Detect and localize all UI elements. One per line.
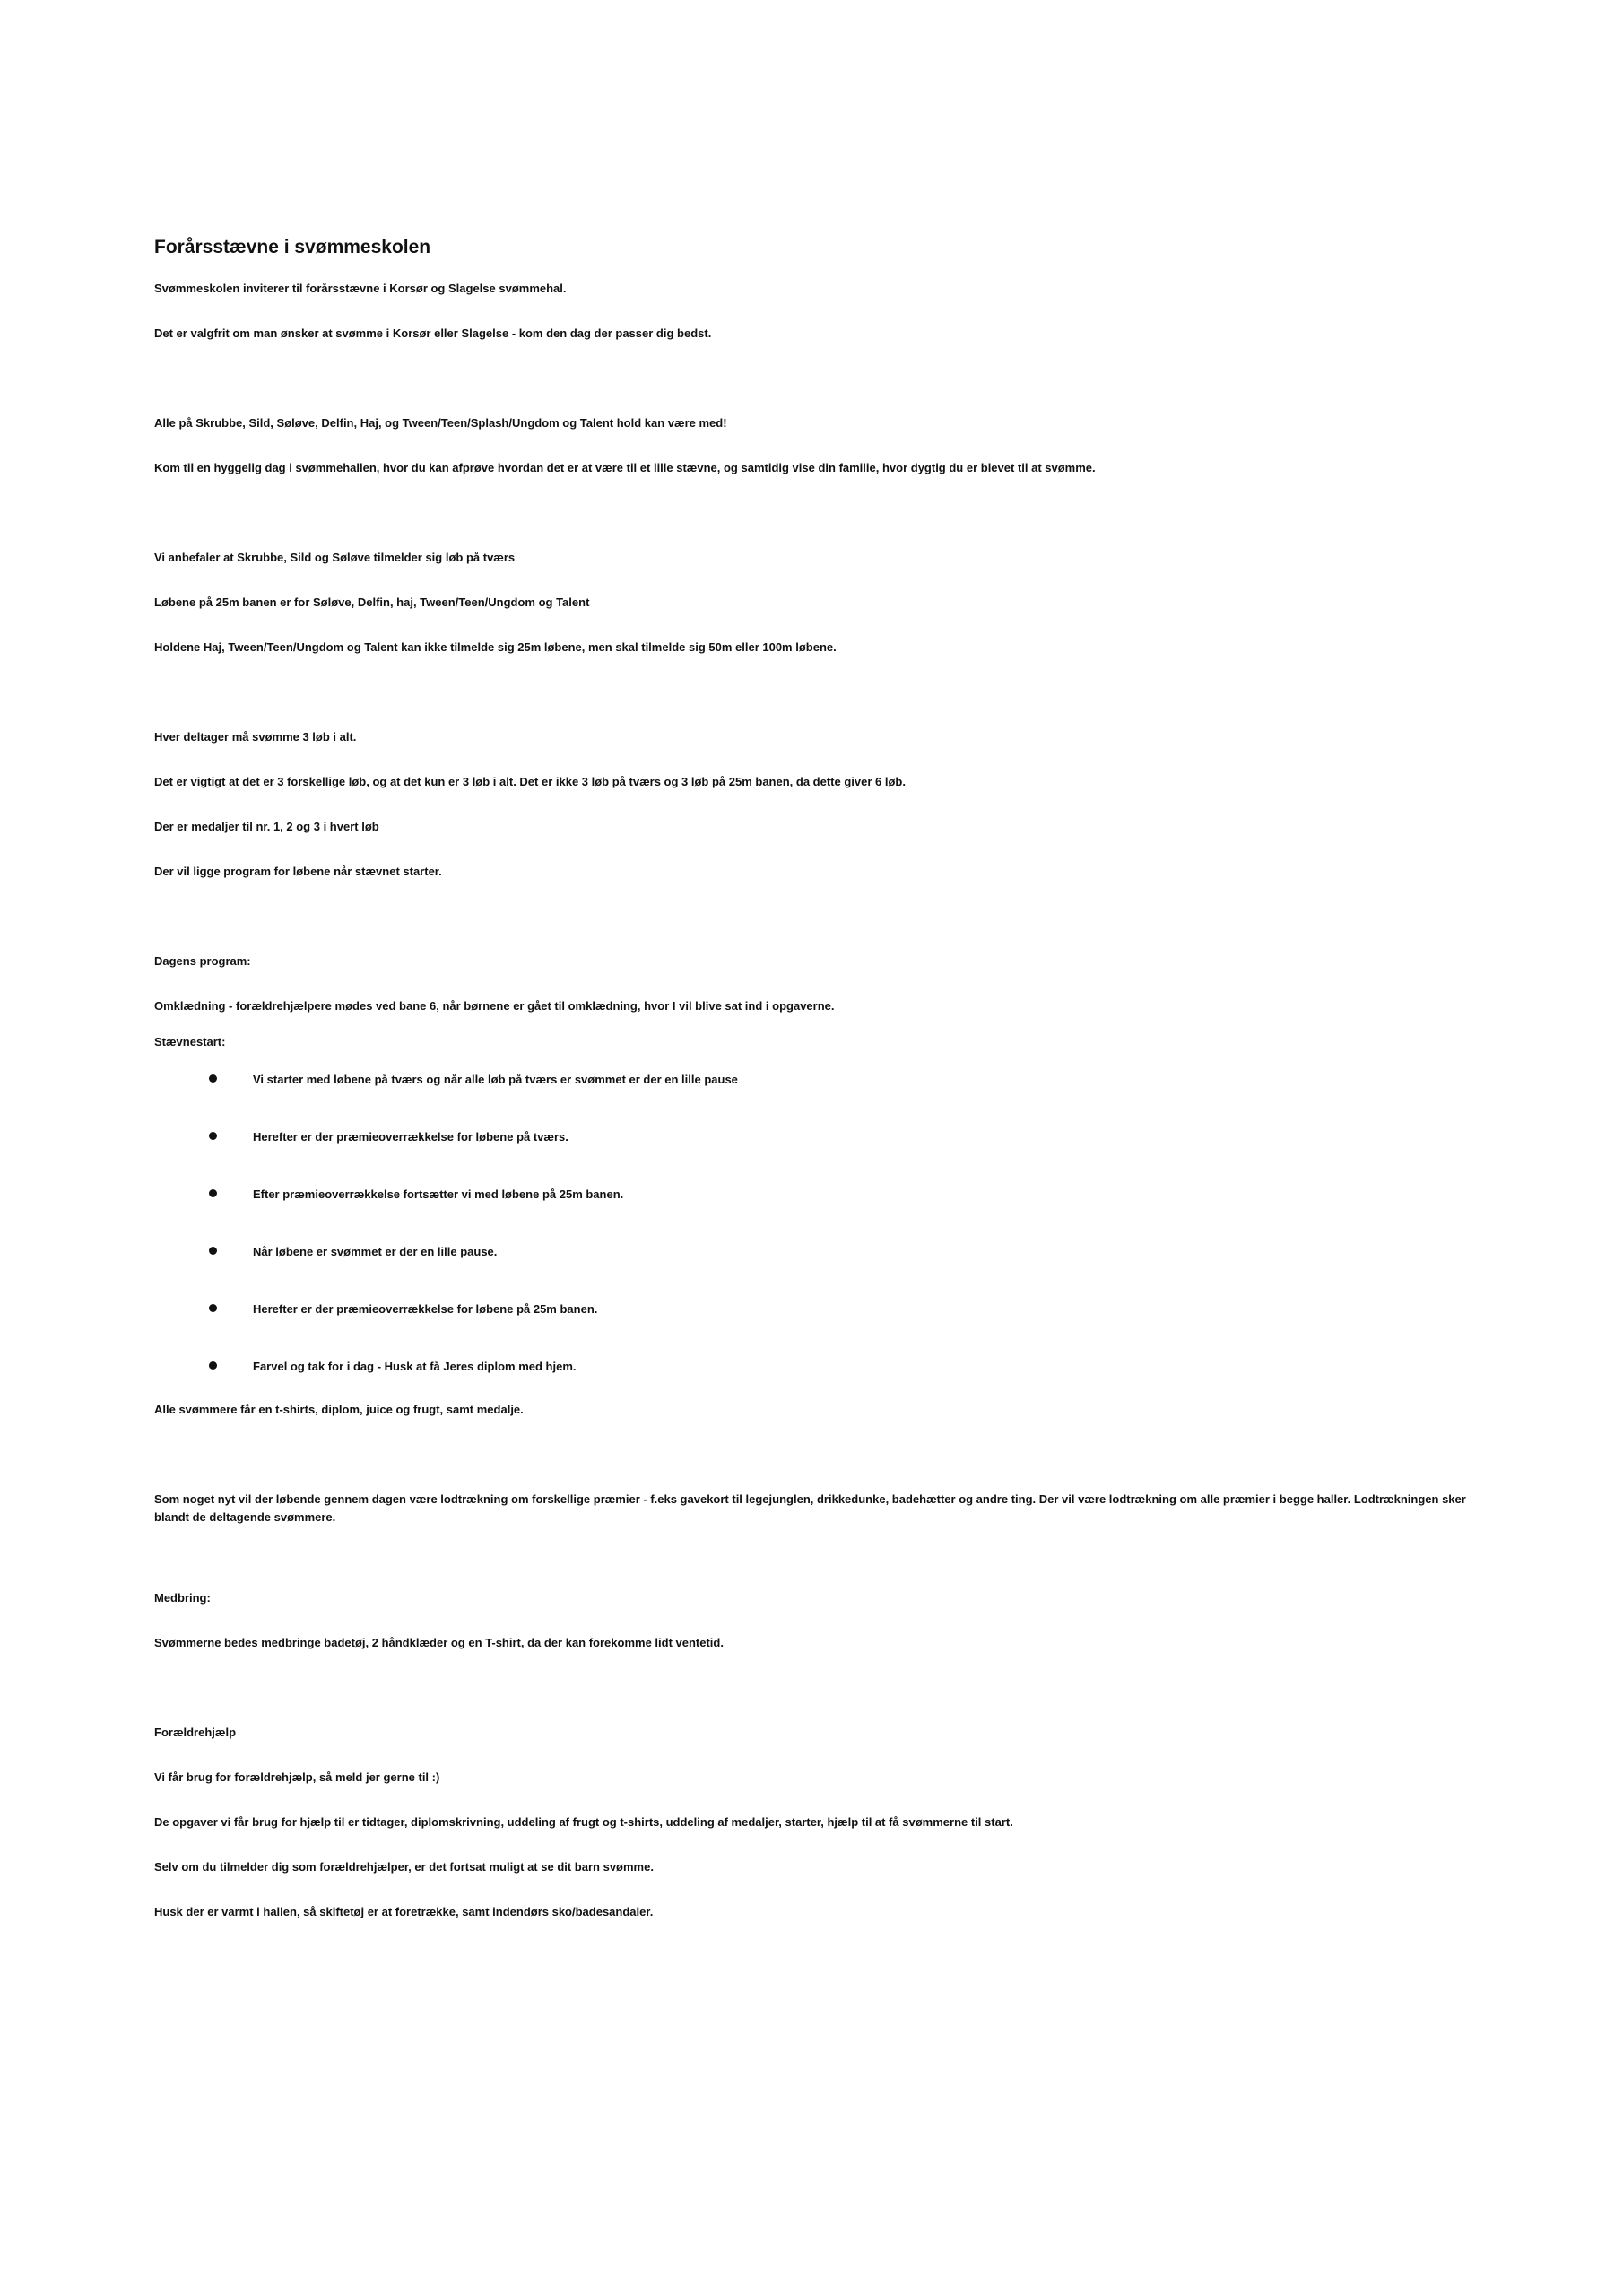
bring-heading: Medbring: [154,1591,211,1605]
rules-paragraph: Der vil ligge program for løbene når stævnet starter. [154,865,442,878]
parents-paragraph: Vi får brug for forældrehjælp, så meld jer gerne til :) [154,1770,440,1784]
program-list [154,1071,1481,1376]
bullet-icon [209,1361,217,1370]
list-item: Herefter er der præmieoverrækkelse for løbene på 25m banen. [154,1300,1481,1318]
list-item: Herefter er der præmieoverrækkelse for løbene på tværs. [154,1128,1481,1146]
document-body [154,235,1481,1921]
recommend-paragraph: Vi anbefaler at Skrubbe, Sild og Søløve tilmelder sig løb på tværs [154,551,516,564]
who-paragraph: Alle på Skrubbe, Sild, Søløve, Delfin, Haj, og Tween/Teen/Splash/Ungdom og Talent hold kan være med! [154,416,727,430]
program-heading: Dagens program: [154,954,251,968]
bullet-icon [209,1189,217,1197]
recommend-paragraph: Holdene Haj, Tween/Teen/Ungdom og Talent kan ikke tilmelde sig 25m løbene, men skal tilmelde sig 50m eller 100m løbene. [154,640,837,654]
parents-paragraph: De opgaver vi får brug for hjælp til er tidtager, diplomskrivning, uddeling af frugt og t-shirts, uddeling af medaljer, starter, hjælp til at få svømmerne til start. [154,1815,1013,1829]
bullet-icon [209,1074,217,1083]
bring-paragraph: Svømmerne bedes medbringe badetøj, 2 håndklæder og en T-shirt, da der kan forekomme lidt ventetid. [154,1636,724,1649]
list-item: Farvel og tak for i dag - Husk at få Jeres diplom med hjem. [154,1358,1481,1376]
bullet-icon [209,1304,217,1312]
rules-paragraph: Hver deltager må svømme 3 løb i alt. [154,730,357,744]
intro-paragraph: Det er valgfrit om man ønsker at svømme i Korsør eller Slagelse - kom den dag der passer dig bedst. [154,326,712,340]
page-title: Forårsstævne i svømmeskolen [154,237,431,257]
intro-paragraph: Svømmeskolen inviterer til forårsstævne i Korsør og Slagelse svømmehal. [154,282,567,295]
lottery-paragraph: Som noget nyt vil der løbende gennem dagen være lodtrækning om forskellige præmier - f.eks gavekort til legejunglen, drikkedunke, badehætter og andre ting. Der vil være lodtrækning om alle præmier i begge haller. Lodtrækningen sker blandt de deltagende svømmere. [154,1492,1466,1524]
bullet-icon [209,1132,217,1140]
program-changing: Omklædning - forældrehjælpere mødes ved bane 6, når børnene er gået til omklædning, hvor I vil blive sat ind i opgaverne. [154,999,835,1013]
rules-paragraph: Der er medaljer til nr. 1, 2 og 3 i hvert løb [154,820,379,833]
who-paragraph: Kom til en hyggelig dag i svømmehallen, hvor du kan afprøve hvordan det er at være til et lille stævne, og samtidig vise din familie, hvor dygtig du er blevet til at svømme. [154,461,1096,474]
rules-paragraph: Det er vigtigt at det er 3 forskellige løb, og at det kun er 3 løb i alt. Det er ikke 3 løb på tværs og 3 løb på 25m banen, da dette giver 6 løb. [154,775,906,788]
parents-paragraph: Selv om du tilmelder dig som forældrehjælper, er det fortsat muligt at se dit barn svømme. [154,1860,654,1874]
program-start-label: Stævnestart: [154,1035,226,1048]
parents-heading: Forældrehjælp [154,1726,237,1739]
recommend-paragraph: Løbene på 25m banen er for Søløve, Delfin, haj, Tween/Teen/Ungdom og Talent [154,596,590,609]
program-after: Alle svømmere får en t-shirts, diplom, juice og frugt, samt medalje. [154,1403,524,1416]
list-item: Vi starter med løbene på tværs og når alle løb på tværs er svømmet er der en lille pause [154,1071,1481,1089]
parents-paragraph: Husk der er varmt i hallen, så skiftetøj er at foretrække, samt indendørs sko/badesandaler. [154,1905,654,1918]
list-item: Når løbene er svømmet er der en lille pause. [154,1243,1481,1261]
list-item: Efter præmieoverrækkelse fortsætter vi med løbene på 25m banen. [154,1186,1481,1204]
bullet-icon [209,1247,217,1255]
